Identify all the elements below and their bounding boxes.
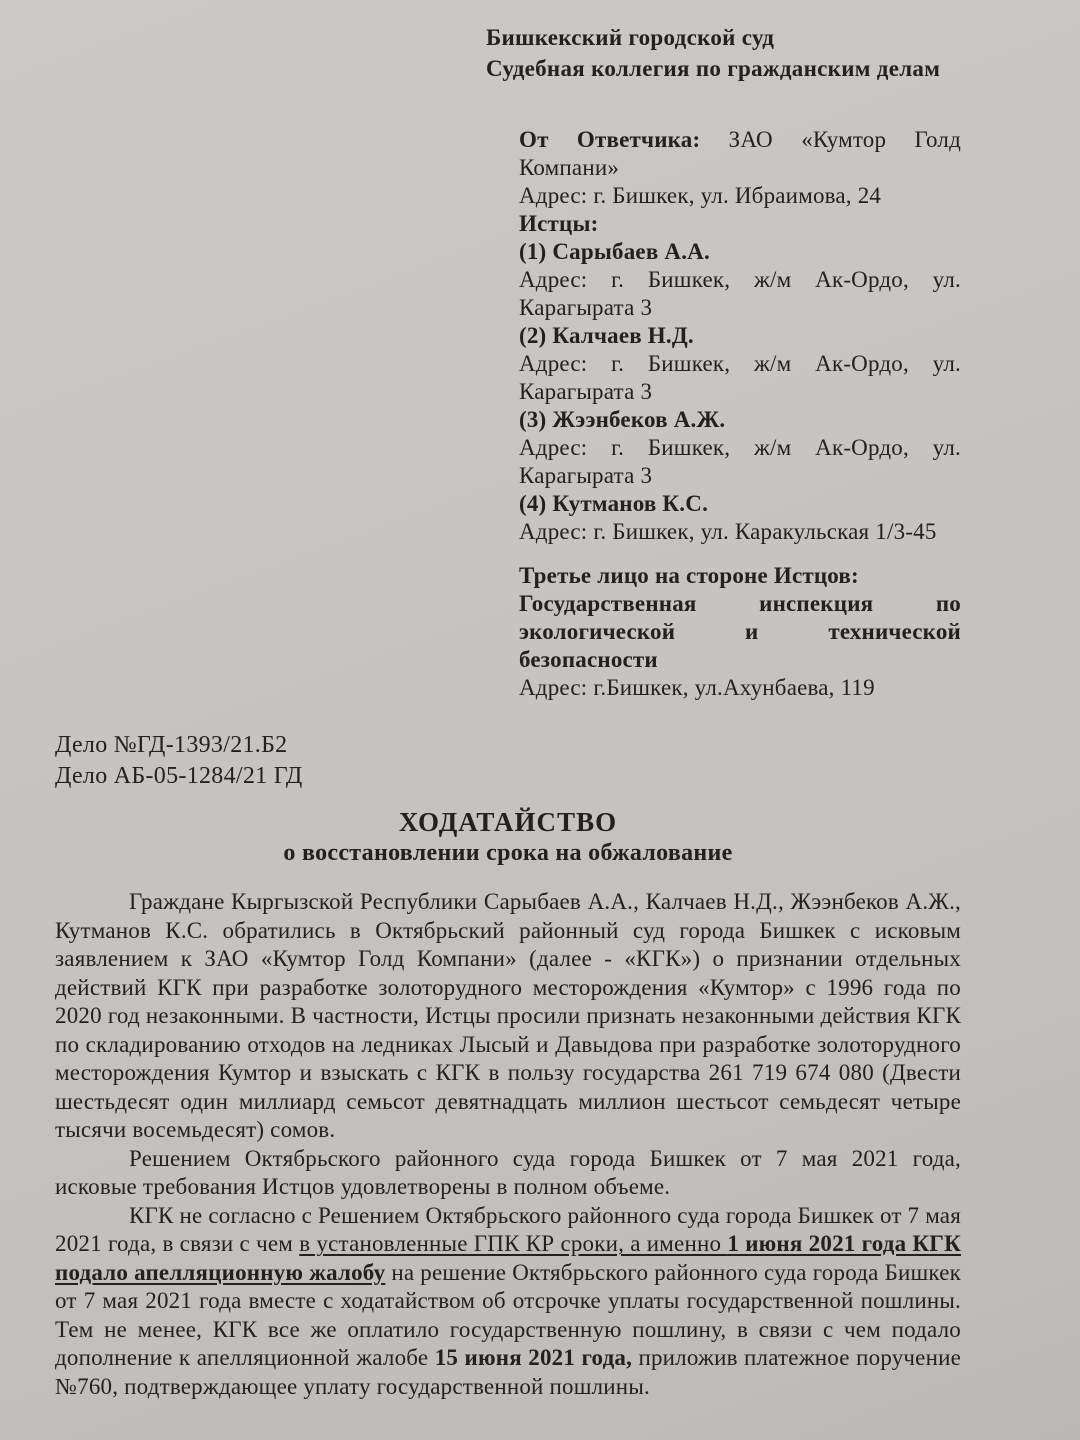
plaintiff-name: (4) Кутманов К.С. [519, 491, 709, 516]
court-name: Бишкекский городской суд [486, 25, 775, 50]
document-subtitle: о восстановлении срока на обжалование [283, 840, 733, 866]
text-segment: приложив платежное поручение №760, подтверждающее уплату государственной пошлины. [55, 1345, 962, 1399]
body-paragraph [55, 1202, 961, 1402]
case-number-line: Дело №ГД-1393/21.Б2 [55, 732, 288, 758]
respondent-block [519, 126, 961, 182]
plaintiff-item [519, 490, 961, 546]
court-division: Судебная коллегия по гражданским делам [486, 56, 941, 81]
third-party-name: Государственная инспекция по экологической и технической безопасности [519, 591, 961, 672]
third-party-block [519, 562, 961, 702]
body-paragraph: Решением Октябрьского районного суда города Бишкек от 7 мая 2021 года, исковые требования Истцов удовлетворены в полном объеме. [55, 1145, 961, 1199]
case-numbers-block [55, 730, 303, 792]
plaintiff-item [519, 322, 961, 406]
plaintiff-address: Адрес: г. Бишкек, ул. Каракульская 1/3-45 [519, 519, 937, 544]
plaintiff-item [519, 406, 961, 490]
plaintiff-address: Адрес: г. Бишкек, ж/м Ак-Ордо, ул. Карагырата 3 [519, 351, 961, 404]
plaintiff-name: (1) Сарыбаев А.А. [519, 239, 710, 264]
plaintiff-address: Адрес: г. Бишкек, ж/м Ак-Ордо, ул. Карагырата 3 [519, 267, 961, 320]
text-segment-bold: 15 июня 2021 года, [434, 1345, 633, 1370]
document-body [55, 888, 961, 1401]
respondent-address: Адрес: г. Бишкек, ул. Ибраимова, 24 [519, 183, 882, 208]
plaintiffs-heading: Истцы: [519, 211, 599, 236]
plaintiff-address: Адрес: г. Бишкек, ж/м Ак-Ордо, ул. Карагырата 3 [519, 435, 961, 488]
plaintiff-name: (3) Жээнбеков А.Ж. [519, 407, 726, 432]
parties-column [519, 126, 961, 702]
third-party-heading: Третье лицо на стороне Истцов: [519, 563, 859, 588]
plaintiff-name: (2) Калчаев Н.Д. [519, 323, 694, 348]
respondent-name: ЗАО «Кумтор Голд Компани» [519, 127, 961, 180]
document-title: ХОДАТАЙСТВО [398, 807, 618, 837]
third-party-address: Адрес: г.Бишкек, ул.Ахунбаева, 119 [519, 675, 875, 700]
document-title-block [55, 806, 961, 868]
text-segment: на решение Октябрьского районного суда города Бишкек от 7 мая 2021 года вместе с ходатайством об отсрочке уплаты государственной пошлины. Тем не менее, КГК все же оплатило государственную пошлину, в связи с чем подало дополнение к апелляционной жалобе [55, 1259, 961, 1370]
text-segment-underlined: в установленные ГПК КР сроки, а именно [299, 1231, 728, 1256]
body-paragraph: Граждане Кыргызской Республики Сарыбаев А.А., Калчаев Н.Д., Жээнбеков А.Ж., Кутманов К.С. обратились в Октябрьский районный суд города Бишкек с исковым заявлением к ЗАО «Кумтор Голд Компани» (далее - «КГК») о признании отдельных действий КГК при разработке золоторудного месторождения «Кумтор» с 1996 года по 2020 год незаконными. В частности, Истцы просили признать незаконными действия КГК по складированию отходов на ледниках Лысый и Давыдова при разработке золоторудного месторождения Кумтор и взыскать с КГК в пользу государства 261 719 674 080 (Двести шестьдесят один миллиард семьсот девятнадцать миллион шестьсот семьдесят четыре тысячи восемьдесят) сомов. [55, 889, 961, 1142]
plaintiff-item [519, 238, 961, 322]
case-number-line: Дело АБ-05-1284/21 ГД [55, 763, 303, 789]
text-segment: КГК не согласно с Решением Октябрьского районного суда города Бишкек от 7 мая 2021 года, в связи с чем [55, 1202, 961, 1256]
court-header [486, 22, 940, 84]
text-segment-bold-underlined: 1 июня 2021 года КГК подало апелляционную жалобу [55, 1231, 962, 1285]
respondent-label: От Ответчика: [519, 127, 701, 152]
